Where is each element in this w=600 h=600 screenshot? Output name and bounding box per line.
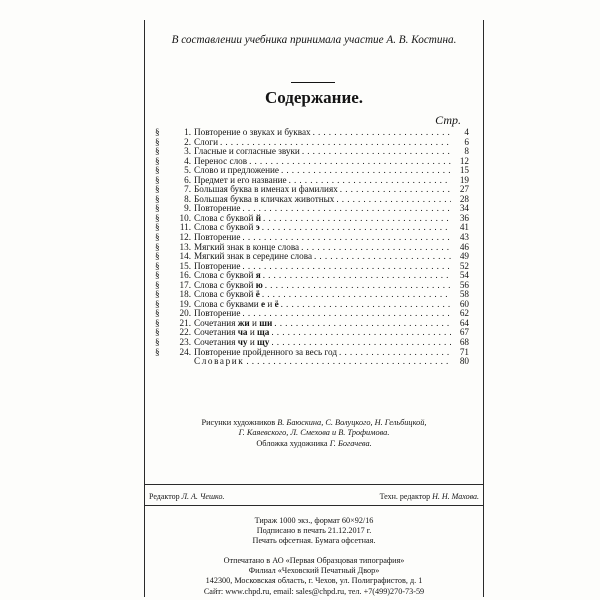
toc-page: 12 [459, 155, 469, 166]
toc-text-part: и [247, 337, 258, 348]
toc-page: 68 [459, 337, 469, 348]
dot-leader [302, 147, 451, 157]
toc-text-part: Слова с буквой [194, 270, 256, 281]
dot-leader [262, 223, 451, 233]
toc-page: 43 [459, 232, 469, 243]
section-sign: § [155, 298, 160, 309]
toc-page: 58 [459, 289, 469, 300]
toc-text-part: Повторение пройденного за весь год [194, 346, 338, 357]
dot-leader [274, 319, 451, 329]
toc-text-part: Большая буква в именах и фамилиях [194, 184, 338, 195]
highlighted-letters: ши [259, 317, 273, 328]
toc-page: 36 [459, 212, 469, 223]
imprint-line: Печать офсетная. Бумага офсетная. [252, 536, 376, 546]
imprint-line: Тираж 1000 экз., формат 60×92/16 [254, 516, 374, 525]
dot-leader [263, 271, 451, 281]
toc-number: 20. [179, 308, 191, 319]
toc-text-part: Слова с буквой [194, 222, 256, 233]
dot-leader [281, 300, 451, 310]
toc-number: 23. [179, 337, 191, 348]
illustrations-credit [145, 418, 483, 449]
toc-text-part: Слово и предложение [194, 165, 279, 176]
toc-number: 4. [184, 155, 191, 166]
toc-text-part: Слова с буквой [194, 279, 256, 290]
toc-number: 19. [179, 298, 191, 309]
dot-leader [271, 328, 451, 338]
toc-text-part: Слова с буквой [194, 289, 256, 300]
section-sign: § [155, 203, 160, 214]
dot-leader [262, 290, 451, 300]
contributor-note: В составлении учебника принимала участие А. В. Костина. [171, 34, 457, 46]
section-sign: § [155, 251, 160, 262]
toc-text-part: Слоги [194, 136, 218, 147]
decorative-rule [291, 82, 335, 83]
illustrations-line-3: Обложка художника Г. Богачева. [256, 438, 372, 448]
dot-leader [314, 252, 451, 262]
toc-number: 11. [179, 222, 191, 233]
printer-line: Филиал «Чеховский Печатный Двор» [248, 566, 380, 576]
editor-credit: Редактор Л. А. Чешко. [149, 492, 225, 501]
toc-text-part: Большая буква в кличках животных [194, 193, 335, 204]
toc-page: 15 [459, 165, 469, 176]
section-sign: § [155, 146, 160, 157]
toc-number: 1. [184, 127, 191, 137]
dot-leader [246, 357, 451, 367]
toc-number: 8. [184, 193, 191, 204]
toc-number: 9. [184, 203, 191, 214]
toc-text-part: и [247, 327, 258, 338]
section-sign: § [155, 136, 160, 147]
toc-page: 6 [464, 136, 469, 147]
toc-page: 41 [459, 222, 469, 233]
toc-text-part: Перенос слов [194, 155, 248, 166]
toc-number: 18. [179, 289, 191, 300]
toc-page: 60 [459, 298, 469, 309]
dot-leader [249, 157, 451, 167]
highlighted-letters: жи [237, 317, 250, 328]
highlighted-letters: ча [237, 327, 248, 338]
dot-leader [313, 128, 451, 138]
toc-text-part: Повторение [194, 308, 241, 319]
toc-page: 52 [459, 260, 469, 271]
toc-text-part: Мягкий знак в конце слова [194, 241, 300, 252]
toc-number: 10. [179, 212, 191, 223]
highlighted-letters: я [255, 270, 261, 281]
dot-leader [265, 281, 451, 291]
section-sign: § [155, 212, 160, 223]
section-sign: § [155, 127, 160, 137]
divider [145, 505, 483, 506]
toc-text-part: Повторение [194, 232, 241, 243]
page-column-header: Стр. [435, 113, 461, 127]
toc-number: 7. [184, 184, 191, 195]
section-sign: § [155, 232, 160, 243]
toc-page: 67 [459, 327, 469, 338]
section-sign: § [155, 155, 160, 166]
toc-text-part: Сочетания [194, 337, 238, 348]
highlighted-letters: е [260, 298, 266, 309]
highlighted-letters: ё [255, 289, 260, 300]
toc-number: 24. [179, 346, 191, 357]
section-sign: § [155, 346, 160, 357]
toc-number: 12. [179, 232, 191, 243]
toc-page: 64 [459, 317, 469, 328]
toc-number: 15. [179, 260, 191, 271]
imprint-line: Подписано в печать 21.12.2017 г. [256, 526, 372, 536]
dot-leader [340, 185, 451, 195]
toc-text-part: и [265, 298, 275, 309]
section-sign: § [155, 193, 160, 204]
toc-number: 17. [179, 279, 191, 290]
toc-text-part: Предмет и его название [194, 174, 287, 185]
printer-line: Сайт: www.chpd.ru, email: sales@chpd.ru, тел. +7(499)270-73-59 [203, 586, 425, 596]
section-sign: § [155, 165, 160, 176]
toc-number: 6. [184, 174, 191, 185]
toc-number: 21. [179, 317, 191, 328]
page-frame [144, 20, 484, 597]
toc-text-part: Слова с буквами [194, 298, 261, 309]
section-sign: § [155, 260, 160, 271]
highlighted-letters: ща [257, 327, 270, 338]
section-sign: § [155, 222, 160, 233]
section-sign: § [155, 308, 160, 319]
printer-line: Отпечатано в АО «Первая Образцовая типография» [223, 556, 405, 565]
toc-title: Содержание. [264, 88, 364, 107]
illustrations-line-2: Г. Каяевского, Л. Смехова и В. Трофимова. [238, 428, 390, 438]
toc-text-part: Повторение [194, 260, 241, 271]
toc-page: 80 [459, 356, 469, 367]
toc-number: 3. [184, 146, 191, 157]
dot-leader [242, 262, 451, 272]
dot-leader [336, 195, 451, 205]
toc-number: 16. [179, 270, 191, 281]
toc-page: 4 [464, 127, 469, 137]
toc-page: 19 [459, 174, 469, 185]
section-sign: § [155, 337, 160, 348]
highlighted-letters: ю [255, 279, 263, 290]
highlighted-letters: щу [257, 337, 270, 348]
highlighted-letters: ё [274, 298, 279, 309]
toc-page: 34 [459, 203, 469, 214]
toc-entry-dictionary [155, 357, 469, 367]
dot-leader [242, 309, 451, 319]
toc-text-part: Сочетания [194, 327, 238, 338]
toc-number: 13. [179, 241, 191, 252]
printer-line: 142300, Московская область, г. Чехов, ул. Полиграфистов, д. 1 [205, 576, 423, 586]
toc-number: 22. [179, 327, 191, 338]
toc-text-part: Слова с буквой [194, 212, 256, 223]
toc-page: 71 [459, 346, 469, 357]
dot-leader [339, 348, 451, 358]
toc-page: 28 [459, 193, 469, 204]
section-sign: § [155, 174, 160, 185]
toc-page: 27 [459, 184, 469, 195]
section-sign: § [155, 241, 160, 252]
dot-leader [301, 243, 451, 253]
toc-text-part: Повторение [194, 203, 241, 214]
highlighted-letters: й [255, 212, 262, 223]
toc-number: 14. [179, 251, 191, 262]
section-sign: § [155, 270, 160, 281]
tech-editor-credit: Техн. редактор Н. Н. Махова. [379, 492, 479, 501]
dot-leader [281, 166, 451, 176]
divider [145, 484, 483, 485]
section-sign: § [155, 317, 160, 328]
toc-number: 5. [184, 165, 191, 176]
toc-page: 49 [459, 251, 469, 262]
toc-page: 54 [459, 270, 469, 281]
highlighted-letters: э [255, 222, 260, 233]
toc-number: 2. [184, 136, 191, 147]
section-sign: § [155, 327, 160, 338]
highlighted-letters: чу [237, 337, 248, 348]
illustrations-line-1: Рисунки художников В. Баюскина, С. Волуцкого, Н. Гельбицкой, [201, 418, 427, 427]
toc-text-part: Сочетания [194, 317, 238, 328]
toc-text-part: и [249, 317, 260, 328]
dot-leader [263, 214, 451, 224]
dot-leader [242, 204, 451, 214]
printer-block [145, 556, 483, 597]
toc-text-part: Гласные и согласные звуки [194, 146, 300, 157]
toc-page: 8 [464, 146, 469, 157]
toc-text: Словарик [194, 356, 245, 367]
imprint-block [145, 516, 483, 547]
toc-page: 46 [459, 241, 469, 252]
section-sign: § [155, 289, 160, 300]
toc-page: 56 [459, 279, 469, 290]
section-sign: § [155, 184, 160, 195]
toc-text-part: Повторение о звуках и буквах [194, 127, 311, 137]
toc-page: 62 [459, 308, 469, 319]
toc-text-part: Мягкий знак в середине слова [194, 251, 313, 262]
table-of-contents [155, 128, 469, 367]
section-sign: § [155, 279, 160, 290]
